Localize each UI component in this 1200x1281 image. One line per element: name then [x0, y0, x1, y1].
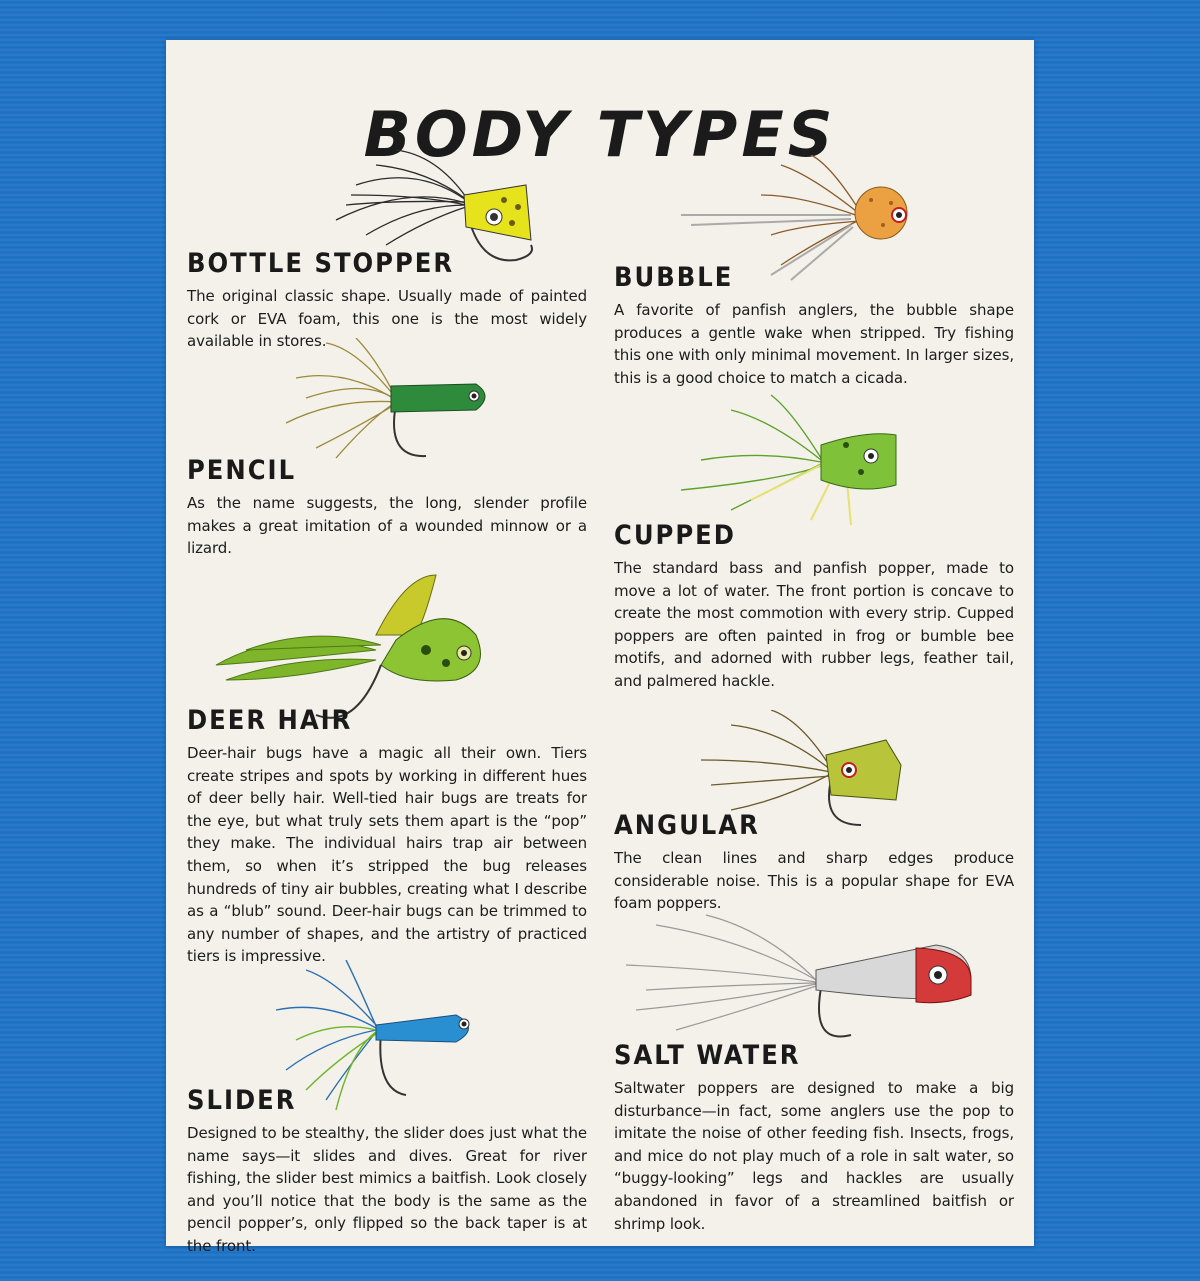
page-title: BODY TYPES: [363, 98, 837, 171]
bottle-stopper-heading: BOTTLE STOPPER: [187, 248, 455, 279]
bubble-text: A favorite of panfish anglers, the bubble shape produces a gentle wake when stripped. Try fishing this one with only minimal movement. In larger sizes, this is a good choice to match a cicada.: [614, 301, 1014, 387]
salt-water-heading: SALT WATER: [614, 1040, 801, 1071]
angular-section: [614, 810, 1014, 915]
cupped-fly-illustration: [671, 390, 911, 530]
cupped-text: The standard bass and panfish popper, made to move a lot of water. The front portion is concave to create the most commotion with every strip. Cupped poppers are often painted in frog or bumble bee motifs, and adorned with rubber legs, feather tail, and palmered hackle.: [614, 559, 1014, 690]
angular-heading: ANGULAR: [614, 810, 760, 841]
angular-text: The clean lines and sharp edges produce considerable noise. This is a popular shape for EVA foam poppers.: [614, 849, 1014, 913]
slider-heading: SLIDER: [187, 1085, 297, 1116]
bubble-heading: BUBBLE: [614, 262, 734, 293]
pencil-text: As the name suggests, the long, slender profile makes a great imitation of a wounded minnow or a lizard.: [187, 494, 587, 558]
pencil-heading: PENCIL: [187, 455, 297, 486]
deer-hair-heading: DEER HAIR: [187, 705, 353, 736]
salt-water-fly-illustration: [616, 910, 986, 1040]
page-panel: [166, 40, 1034, 1255]
pencil-fly-illustration: [276, 338, 526, 468]
salt-water-section: [614, 1040, 1014, 1235]
cupped-section: [614, 520, 1014, 693]
slider-section: [187, 1085, 587, 1258]
pencil-section: [187, 455, 587, 560]
bottle-stopper-text: The original classic shape. Usually made of painted cork or EVA foam, this one is the most widely available in stores.: [187, 287, 587, 351]
salt-water-text: Saltwater poppers are designed to make a big disturbance—in fact, some anglers use the pop to imitate the noise of other feeding fish. Insects, frogs, and mice do not play much of a role in salt water, so “buggy-looking” legs and hackles are usually abandoned in favor of a streamlined baitfish or shrimp look.: [614, 1079, 1014, 1233]
deer-hair-text: Deer-hair bugs have a magic all their own. Tiers create stripes and spots by working in different hues of deer belly hair. Well-tied hair bugs are treats for the eye, but what truly sets them apart is the “pop” they make. The individual hairs trap air between them, so when it’s stripped the bug releases hundreds of tiny air bubbles, creating what I describe as a “blub” sound. Deer-hair bugs can be trimmed to any number of shapes, and the artistry of practiced tiers is impressive.: [187, 744, 587, 966]
cupped-heading: CUPPED: [614, 520, 736, 551]
bubble-section: [614, 262, 1014, 389]
slider-text: Designed to be stealthy, the slider does just what the name says—it slides and dives. Great for river fishing, the slider best mimics a baitfish. Look closely and you’ll notice that the body is the same as the pencil popper’s, only flipped so the back taper is at the front.: [187, 1124, 587, 1255]
deer-hair-section: [187, 705, 587, 968]
